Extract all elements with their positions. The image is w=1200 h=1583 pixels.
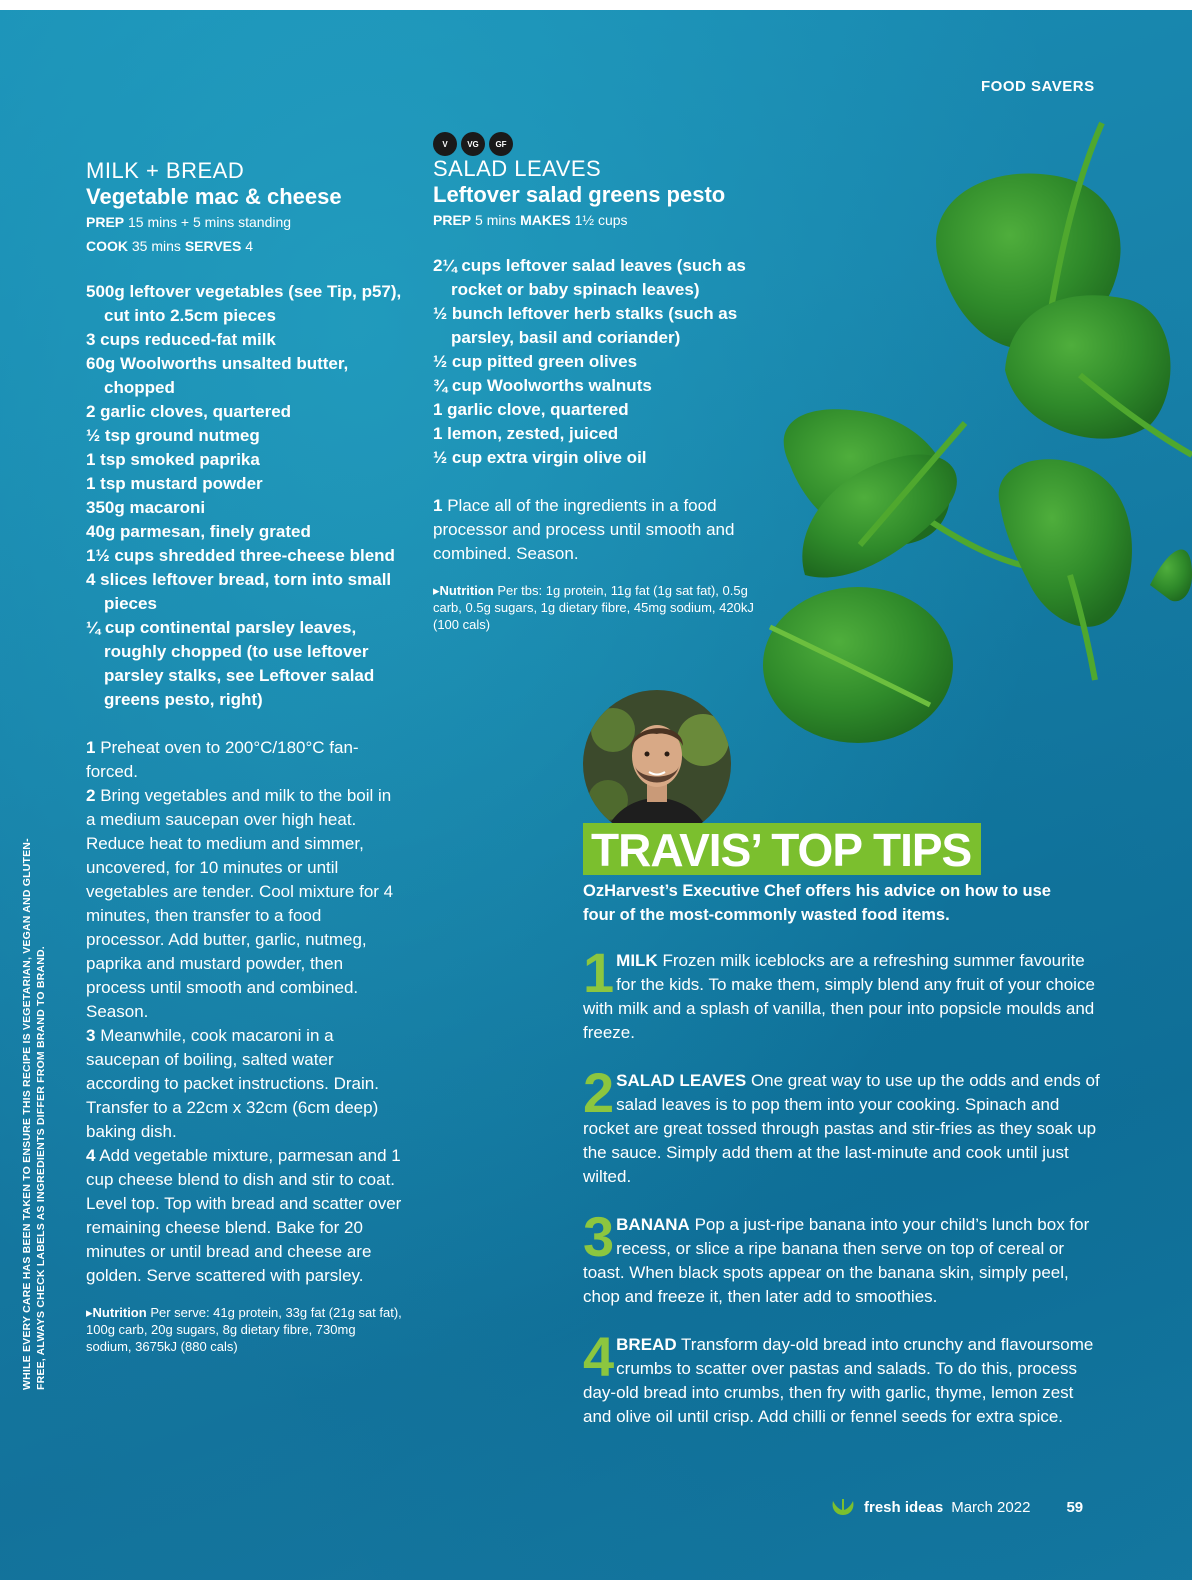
ingredient-item: 1½ cups shredded three-cheese blend (86, 546, 395, 565)
tip-text: Transform day-old bread into crunchy and flavoursome crumbs to scatter over pastas and salads. To do this, process day-old bread into crumbs, then fry with garlic, thyme, lemon zest and olive oil until crisp. Add chilli or fennel seeds for extra spice. (583, 1335, 1094, 1426)
bullet-icon: ▸ (433, 583, 440, 598)
ingredient-item: 60g Woolworths unsalted butter, chopped (86, 354, 349, 397)
ingredient-item: 1 tsp smoked paprika (86, 450, 260, 469)
prep-value: 15 mins + 5 mins standing (128, 214, 292, 230)
ingredient-item: 1 garlic clove, quartered (433, 400, 629, 419)
spinach-leaf (1150, 550, 1192, 602)
method-step: 1 Place all of the ingredients in a food processor and process until smooth and combined. Season. (433, 496, 735, 563)
brand-name: fresh ideas (864, 1498, 944, 1516)
recipe-category: MILK + BREAD (86, 158, 245, 183)
chef-portrait-image (583, 690, 731, 838)
tip-item (583, 1325, 1103, 1429)
page-number: 59 (1066, 1498, 1084, 1516)
dietary-disclaimer: WHILE EVERY CARE HAS BEEN TAKEN TO ENSURE THIS RECIPE IS VEGETARIAN, VEGAN AND GLUTEN-FREE, ALWAYS CHECK LABELS AS INGREDIENTS DIFFER FROM BRAND TO BRAND. (21, 838, 47, 1390)
tip-label: BANANA (616, 1215, 690, 1234)
nutrition-info: ▸Nutrition Per serve: 41g protein, 33g fat (21g sat fat), 100g carb, 20g sugars, 8g dietary fibre, 730mg sodium, 3675kJ (880 cals) (86, 1305, 402, 1354)
nutrition-info: ▸Nutrition Per tbs: 1g protein, 11g fat (1g sat fat), 0.5g carb, 0.5g sugars, 1g dietary fibre, 45mg sodium, 420kJ (100 cals) (433, 583, 754, 632)
prep-value: 5 mins (475, 212, 517, 228)
spinach-leaf (763, 587, 953, 743)
tip-label: BREAD (616, 1335, 677, 1354)
recipe-title: Leftover salad greens pesto (433, 182, 726, 207)
method-steps (433, 494, 753, 566)
recipe-category: SALAD LEAVES (433, 156, 602, 181)
ingredient-item: 40g parmesan, finely grated (86, 522, 311, 541)
ingredients-list (433, 254, 751, 470)
ingredient-item: 2 garlic cloves, quartered (86, 402, 292, 421)
recipe-meta (86, 210, 416, 258)
spinach-leaf (999, 459, 1132, 680)
ingredient-item: 3 cups reduced-fat milk (86, 330, 276, 349)
tip-text: One great way to use up the odds and ends of salad leaves is to pop them into your cooking. Spinach and rocket are great tossed through pastas and stir-fries as they soak up the sauce. Simply add them at the last-minute and cook until just wilted. (583, 1071, 1100, 1186)
ingredient-item: ½ cup extra virgin olive oil (433, 448, 647, 467)
ingredient-item: ½ cup pitted green olives (433, 352, 638, 371)
ingredient-item: 1 lemon, zested, juiced (433, 424, 619, 443)
ingredient-item: ¼ cup continental parsley leaves, roughly chopped (to use leftover parsley stalks, see Leftover salad greens pesto, right) (86, 618, 375, 709)
makes-label: MAKES (520, 212, 571, 228)
woolworths-logo-icon (830, 1497, 856, 1517)
tip-item (583, 1205, 1103, 1309)
tip-item (583, 941, 1103, 1045)
recipe-pesto (433, 132, 763, 633)
page-footer (830, 1497, 1083, 1517)
ingredient-item: 4 slices leftover bread, torn into small pieces (86, 570, 392, 613)
cook-value: 35 mins (131, 238, 181, 254)
gluten-free-badge: GF (489, 132, 513, 156)
serves-label: SERVES (184, 238, 242, 254)
ingredient-item: 1 tsp mustard powder (86, 474, 263, 493)
method-step: 3 Meanwhile, cook macaroni in a saucepan of boiling, salted water according to packet instructions. Drain. Transfer to a 22cm x 32cm (6cm deep) baking dish. (86, 1026, 379, 1141)
method-step: 1 Preheat oven to 200°C/180°C fan-forced. (86, 738, 359, 781)
ingredient-item: ½ bunch leftover herb stalks (such as parsley, basil and coriander) (433, 304, 738, 347)
serves-value: 4 (245, 238, 254, 254)
tip-text: Pop a just-ripe banana into your child’s lunch box for recess, or slice a ripe banana then serve on top of cereal or toast. When black spots appear on the banana skin, simply peel, chop and freeze it, then later add to smoothies. (583, 1215, 1090, 1306)
recipe-title: Vegetable mac & cheese (86, 184, 342, 209)
prep-label: PREP (86, 214, 125, 230)
tip-label: MILK (616, 951, 658, 970)
tips-heading: TRAVIS’ TOP TIPS (583, 823, 981, 875)
issue-date: March 2022 (951, 1498, 1031, 1516)
ingredient-item: ½ tsp ground nutmeg (86, 426, 260, 445)
vegetarian-badge: V (433, 132, 457, 156)
tip-item (583, 1061, 1103, 1189)
magazine-page (0, 10, 1192, 1580)
recipe-mac-cheese (86, 158, 416, 1355)
makes-value: 1½ cups (574, 212, 628, 228)
prep-label: PREP (433, 212, 472, 228)
method-step: 2 Bring vegetables and milk to the boil in a medium saucepan over high heat. Reduce heat to medium and simmer, uncovered, for 10 minutes or until vegetables are tender. Cool mixture for 4 minutes, then transfer to a food processor. Add butter, garlic, nutmeg, paprika and mustard powder, then process until smooth and combined. Season. (86, 786, 394, 1021)
spinach-leaves-image (750, 105, 1192, 775)
tip-text: Frozen milk iceblocks are a refreshing summer favourite for the kids. To make them, simply blend any fruit of your choice with milk and a splash of vanilla, then pour into popsicle moulds and freeze. (583, 951, 1095, 1042)
bullet-icon: ▸ (86, 1305, 93, 1320)
recipe-meta (433, 208, 763, 232)
method-step: 4 Add vegetable mixture, parmesan and 1 cup cheese blend to dish and stir to coat. Level top. Top with bread and scatter over remaining cheese blend. Bake for 20 minutes or until bread and cheese are golden. Serve scattered with parsley. (86, 1146, 402, 1285)
tips-intro: OzHarvest’s Executive Chef offers his advice on how to use four of the most-commonly wasted food items. (583, 882, 1051, 924)
ingredients-list (86, 280, 416, 712)
vegan-badge: VG (461, 132, 485, 156)
ingredient-item: 350g macaroni (86, 498, 206, 517)
section-tag: FOOD SAVERS (981, 78, 1095, 95)
tip-number: 1 (583, 941, 615, 1004)
cook-label: COOK (86, 238, 128, 254)
ingredient-item: ¾ cup Woolworths walnuts (433, 376, 652, 395)
ingredient-item: 500g leftover vegetables (see Tip, p57), cut into 2.5cm pieces (86, 282, 402, 325)
ingredient-item: 2¼ cups leftover salad leaves (such as rocket or baby spinach leaves) (433, 256, 746, 299)
tip-number: 2 (583, 1061, 615, 1124)
tips-section (583, 823, 1103, 1429)
tip-number: 4 (583, 1325, 615, 1388)
tip-label: SALAD LEAVES (616, 1071, 747, 1090)
method-steps (86, 736, 404, 1288)
diet-badges (433, 132, 763, 156)
tip-number: 3 (583, 1205, 615, 1268)
spinach-leaf (1005, 295, 1192, 455)
